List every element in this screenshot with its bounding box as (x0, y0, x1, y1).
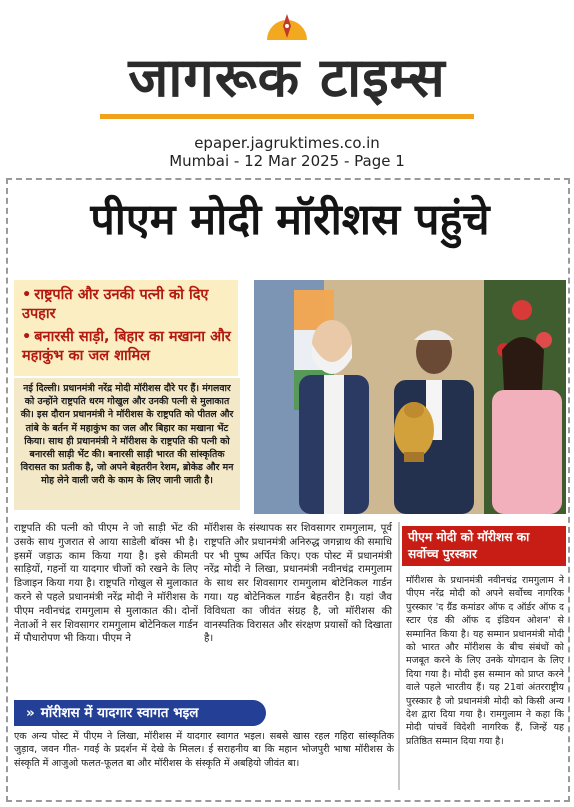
news-article (6, 178, 570, 802)
kicker-item: • राष्ट्रपति और उनकी पत्नी को दिए उपहार (22, 287, 209, 322)
kicker-box (14, 280, 238, 376)
double-chevron-right-icon: » (26, 705, 35, 721)
sidebar-paragraph: मॉरीशस के प्रधानमंत्री नवीनचंद्र रामगुलाम ने पीएम नरेंद्र मोदी को अपने सर्वोच्च नागरिक पुरस्कार 'द ग्रैंड कमांडर ऑफ द ऑर्डर ऑफ द स्टार एंड की ऑफ द इंडियन ओशन' से सम्मानित किया है। यह सम्मान प्रधानमंत्री मोदी को भारत और मॉरीशस के बीच संबंधों को मजबूत करने के लिए उनके योगदान के लिए दिया गया है। मोदी इस सम्मान को प्राप्त करने वाले पहले भारतीय हैं। यह 21वां अंतरराष्ट्रीय पुरस्कार है जो प्रधानमंत्री मोदी को किसी अन्य देश द्वारा दिया गया है। रामगुलाम ने कहा कि मोदी पांचवें विदेशी नागरिक हैं, जिन्हें यह प्रतिष्ठित सम्मान दिया गया है। (406, 575, 564, 747)
masthead (0, 0, 574, 178)
bullet-icon: • (22, 329, 32, 345)
site-url[interactable]: epaper.jagruktimes.co.in (194, 134, 380, 152)
sun-pen-logo-icon (262, 10, 312, 40)
photo-illustration (254, 280, 566, 514)
logo-underline (100, 114, 474, 119)
article-column-1: राष्ट्रपति की पत्नी को पीएम ने जो साड़ी भेंट की उसके साथ गुजरात से आया साडेली बॉक्स भी है। इसमें जड़ाऊ काम किया गया है। इसे कीमती साड़ियों, गहनों या यादगार चीजों को रखने के लिए डिजाइन किया गया है। राष्ट्रपति गोखुल से मुलाकात करने से पहले प्रधानमंत्री नरेंद्र मोदी ने मॉरीशस के पीएम नवीनचंद्र रामगुलाम से मुलाकात की। दोनों नेताओं ने सर शिवसागर रामगुलाम बोटेनिकल गार्डन में पौधारोपण भी किया। पीएम ने (14, 523, 198, 645)
subheading-banner (14, 700, 266, 726)
article-headline: पीएम मोदी मॉरीशस पहुंचे (90, 195, 490, 245)
logo-text: जागरूक टाइम्स (128, 46, 446, 109)
article-photo (254, 280, 566, 514)
edition-info: Mumbai - 12 Mar 2025 - Page 1 (169, 152, 405, 170)
intro-paragraph: नई दिल्ली। प्रधानमंत्री नरेंद्र मोदी मॉरीशस दौरे पर हैं। मंगलवार को उन्होंने राष्ट्रपति धरम गोखुल और उनकी पत्नी से मुलाकात की। इस दौरान प्रधानमंत्री ने मॉरीशस के राष्ट्रपति को पीतल और तांबे के बर्तन में महाकुंभ का जल और बिहार का मखाना भेंट किया। साथ ही प्रधानमंत्री ने मॉरीशस के राष्ट्रपति की पत्नी को बनारसी साड़ी भेंट की। बनारसी साड़ी भारत की सांस्कृतिक विरासत का प्रतीक है, जो अपने बेहतरीन रेशम, ब्रोकेड और मन मोह लेने वाली जरी के काम के लिए जानी जाती है। (14, 378, 240, 510)
newspaper-logo[interactable] (96, 6, 478, 124)
bullet-icon: • (22, 287, 32, 303)
sidebar-heading: पीएम मोदी को मॉरीशस का सर्वोच्च पुरस्कार (402, 526, 566, 566)
subheading-paragraph: एक अन्य पोस्ट में पीएम ने लिखा, मॉरीशस में यादगार स्वागत भइल। सबसे खास रहल गहिरा सांस्कृतिक जुड़ाव, जवन गीत- गवई के प्रदर्शन में देखे के मिलल। ई सराहनीय बा कि महान भोजपुरी भाषा मॉरीशस के संस्कृति में आजुओ फलत-फूलत बा और मॉरीशस के संस्कृति में अबहियो जीवंत बा। (14, 731, 394, 769)
subheading-text: मॉरीशस में यादगार स्वागत भइल (40, 705, 199, 721)
article-column-2: मॉरीशस के संस्थापक सर शिवसागर रामगुलाम, पूर्व राष्ट्रपति और प्रधानमंत्री अनिरुद्ध जगन्नाथ की समाधि पर भी पुष्प अर्पित किए। एक पोस्ट में प्रधानमंत्री नरेंद्र मोदी ने लिखा, प्रधानमंत्री नवीनचंद्र रामगुलाम के साथ सर शिवसागर रामगुलाम बोटेनिकल गार्डन गया। यह बोटेनिकल गार्डन बेहतरीन है। यहां जैव विविधता का जीवंत संग्रह है, जो मॉरीशस की वानस्पतिक विरासत और संरक्षण प्रयासों को दिखाता है। (204, 523, 392, 645)
sidebar-story (398, 522, 566, 790)
kicker-item: • बनारसी साड़ी, बिहार का मखाना और महाकुंभ का जल शामिल (22, 329, 231, 364)
